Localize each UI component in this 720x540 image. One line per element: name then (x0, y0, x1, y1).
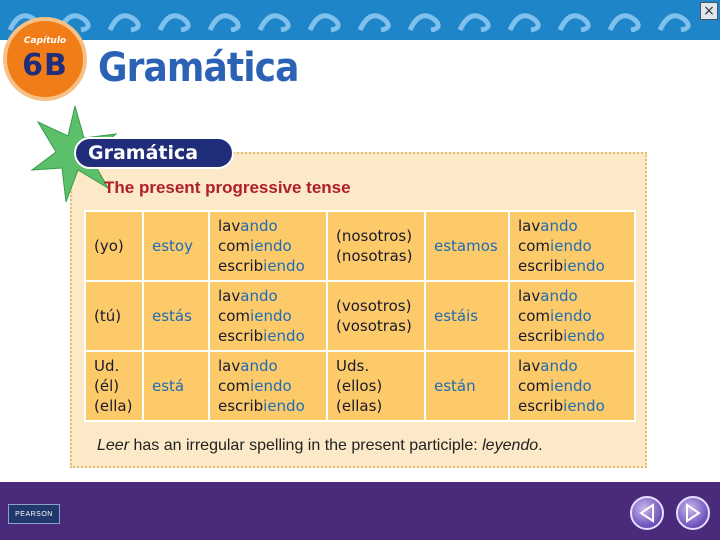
auxiliary-cell: estamos (425, 211, 509, 281)
chapter-number: 6B (22, 48, 68, 83)
footnote-verb: Leer (97, 437, 130, 454)
pronoun-cell (327, 211, 425, 281)
pronoun-cell (85, 351, 143, 421)
footnote-participle: leyendo (482, 437, 539, 454)
top-decorative-band (0, 0, 720, 40)
participle: comiendo (218, 307, 292, 325)
pronoun: (vosotras) (336, 317, 412, 335)
pronoun: (nosotros) (336, 227, 413, 245)
participle-cell (509, 281, 635, 351)
participle: comiendo (218, 377, 292, 395)
pronoun: (nosotras) (336, 247, 413, 265)
bottom-bar (0, 482, 720, 540)
section-tab-label: Gramática (88, 142, 199, 164)
pronoun: (yo) (94, 237, 124, 255)
participle-cell (509, 351, 635, 421)
footnote (97, 437, 543, 455)
pronoun: Uds. (336, 357, 370, 375)
prev-arrow-icon (638, 503, 656, 523)
pronoun: (vosotros) (336, 297, 412, 315)
participle-cell (509, 211, 635, 281)
participle-cell (209, 281, 327, 351)
chapter-badge (3, 17, 87, 101)
close-button[interactable] (700, 2, 718, 20)
participle: escribiendo (518, 257, 605, 275)
pronoun: (tú) (94, 307, 122, 325)
participle: lavando (518, 357, 578, 375)
conjugation-table (84, 210, 636, 422)
participle: escribiendo (218, 327, 305, 345)
wave-pattern (0, 0, 720, 40)
table-row (85, 351, 635, 421)
previous-button[interactable] (630, 496, 664, 530)
participle: lavando (518, 217, 578, 235)
participle-cell (209, 211, 327, 281)
participle: escribiendo (218, 257, 305, 275)
section-tab (74, 137, 234, 169)
pronoun-cell (327, 351, 425, 421)
participle-cell (209, 351, 327, 421)
next-button[interactable] (676, 496, 710, 530)
auxiliary-cell: estás (143, 281, 209, 351)
participle: lavando (518, 287, 578, 305)
table-row (85, 211, 635, 281)
participle: comiendo (518, 307, 592, 325)
pronoun: (ella) (94, 397, 133, 415)
footnote-text: has an irregular spelling in the present participle: (129, 437, 483, 454)
chapter-label: Capítulo (23, 36, 67, 46)
auxiliary-cell: está (143, 351, 209, 421)
pronoun-cell (85, 211, 143, 281)
publisher-logo: PEARSON (8, 504, 60, 524)
section-subtitle: The present progressive tense (104, 178, 351, 197)
pronoun-cell (327, 281, 425, 351)
participle: lavando (218, 287, 278, 305)
participle: lavando (218, 217, 278, 235)
footnote-end: . (538, 437, 543, 454)
auxiliary-cell: estáis (425, 281, 509, 351)
page-title: Gramática (98, 45, 299, 91)
pronoun-cell (85, 281, 143, 351)
participle: lavando (218, 357, 278, 375)
table-row (85, 281, 635, 351)
next-arrow-icon (684, 503, 702, 523)
participle: comiendo (518, 377, 592, 395)
pronoun: Ud. (94, 357, 120, 375)
auxiliary-cell: estoy (143, 211, 209, 281)
participle: escribiendo (518, 327, 605, 345)
pronoun: (él) (94, 377, 120, 395)
participle: comiendo (518, 237, 592, 255)
pronoun: (ellas) (336, 397, 383, 415)
participle: comiendo (218, 237, 292, 255)
participle: escribiendo (518, 397, 605, 415)
auxiliary-cell: están (425, 351, 509, 421)
participle: escribiendo (218, 397, 305, 415)
close-icon: × (703, 3, 715, 19)
pronoun: (ellos) (336, 377, 383, 395)
